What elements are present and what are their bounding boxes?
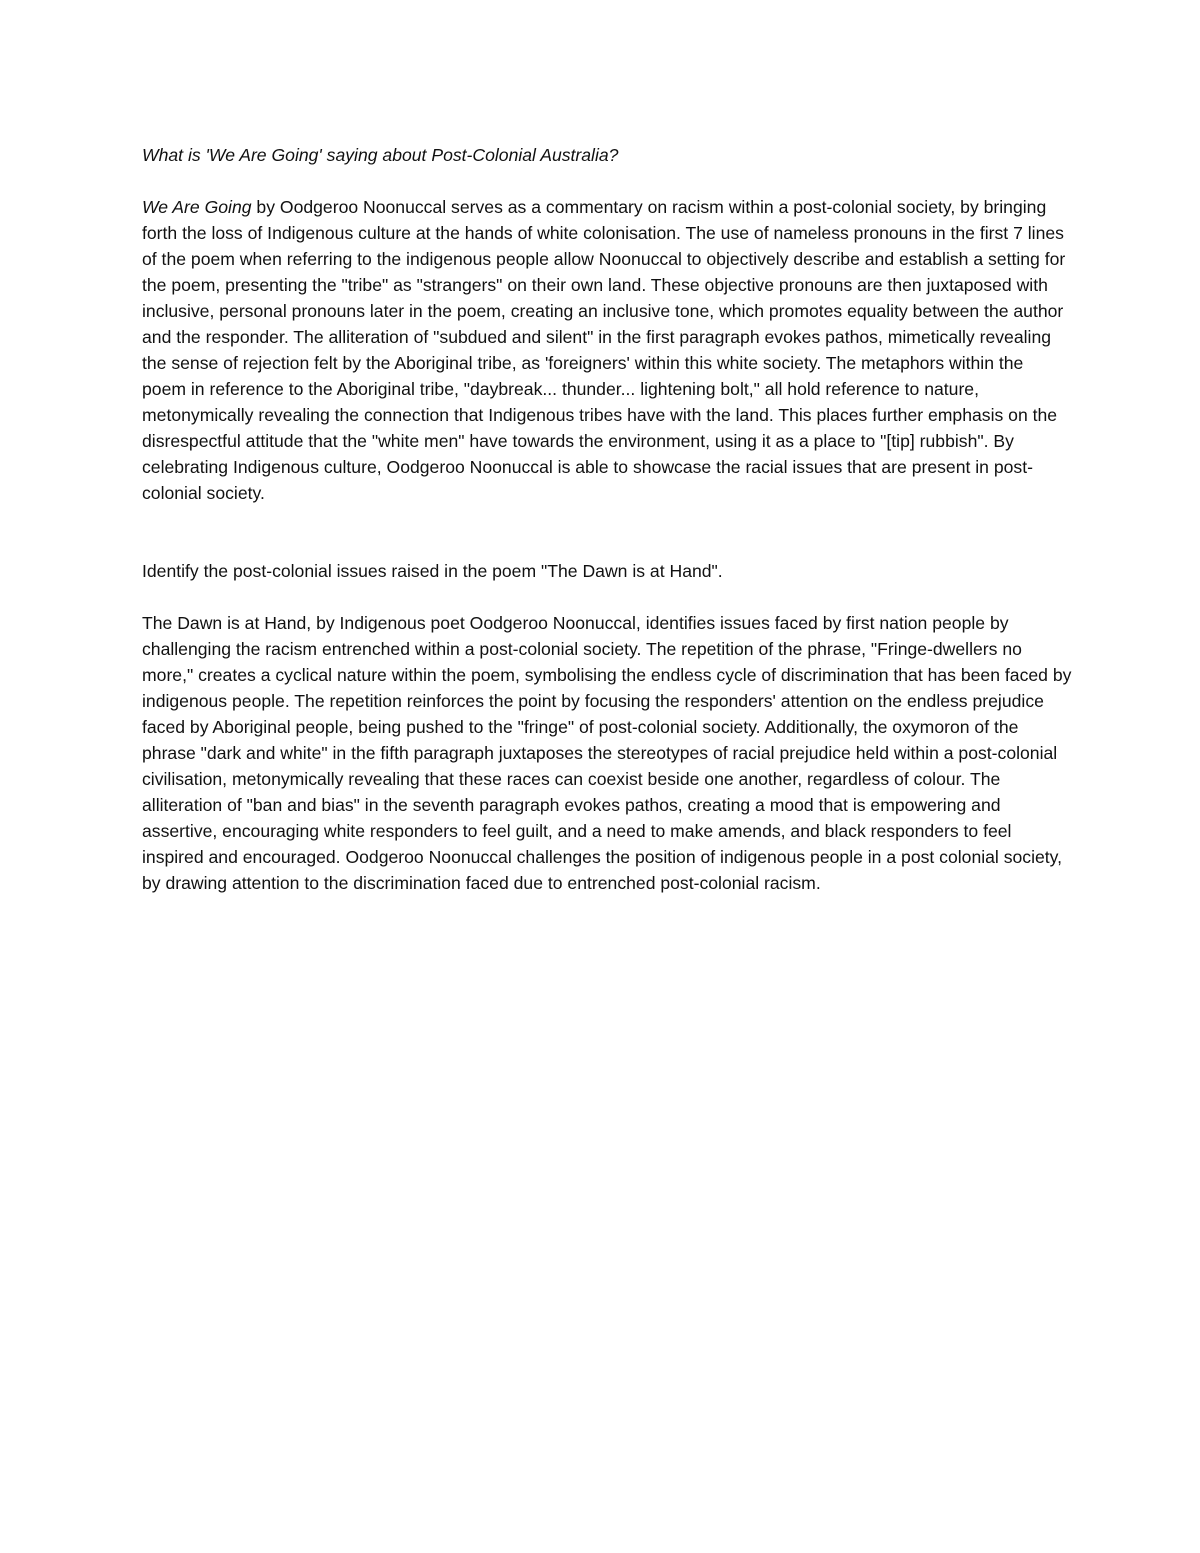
document-body [142, 142, 1072, 896]
answer-1-paragraph [142, 194, 1072, 506]
question-1-heading: What is 'We Are Going' saying about Post-Colonial Australia? [142, 145, 619, 165]
question-2-heading: Identify the post-colonial issues raised in the poem "The Dawn is at Hand". [142, 561, 723, 581]
poem-title-we-are-going: We Are Going [142, 197, 252, 217]
answer-2-paragraph: The Dawn is at Hand, by Indigenous poet Oodgeroo Noonuccal, identifies issues faced by first nation people by challenging the racism entrenched within a post-colonial society. The repetition of the phrase, "Fringe-dwellers no more," creates a cyclical nature within the poem, symbolising the endless cycle of discrimination that has been faced by indigenous people. The repetition reinforces the point by focusing the responders' attention on the endless prejudice faced by Aboriginal people, being pushed to the "fringe" of post-colonial society. Additionally, the oxymoron of the phrase "dark and white" in the fifth paragraph juxtaposes the stereotypes of racial prejudice held within a post-colonial civilisation, metonymically revealing that these races can coexist beside one another, regardless of colour. The alliteration of "ban and bias" in the seventh paragraph evokes pathos, creating a mood that is empowering and assertive, encouraging white responders to feel guilt, and a need to make amends, and black responders to feel inspired and encouraged. Oodgeroo Noonuccal challenges the position of indigenous people in a post colonial society, by drawing attention to the discrimination faced due to entrenched post-colonial racism. [142, 613, 1072, 893]
section-gap [142, 506, 1072, 558]
answer-1-text: by Oodgeroo Noonuccal serves as a commentary on racism within a post-colonial society, by bringing forth the loss of Indigenous culture at the hands of white colonisation. The use of nameless pronouns in the first 7 lines of the poem when referring to the indigenous people allow Noonuccal to objectively describe and establish a setting for the poem, presenting the "tribe" as "strangers" on their own land. These objective pronouns are then juxtaposed with inclusive, personal pronouns later in the poem, creating an inclusive tone, which promotes equality between the author and the responder. The alliteration of "subdued and silent" in the first paragraph evokes pathos, mimetically revealing the sense of rejection felt by the Aboriginal tribe, as 'foreigners' within this white society. The metaphors within the poem in reference to the Aboriginal tribe, "daybreak... thunder... lightening bolt," all hold reference to nature, metonymically revealing the connection that Indigenous tribes have with the land. This places further emphasis on the disrespectful attitude that the "white men" have towards the environment, using it as a place to "[tip] rubbish". By celebrating Indigenous culture, Oodgeroo Noonuccal is able to showcase the racial issues that are present in post-colonial society. [142, 197, 1066, 503]
